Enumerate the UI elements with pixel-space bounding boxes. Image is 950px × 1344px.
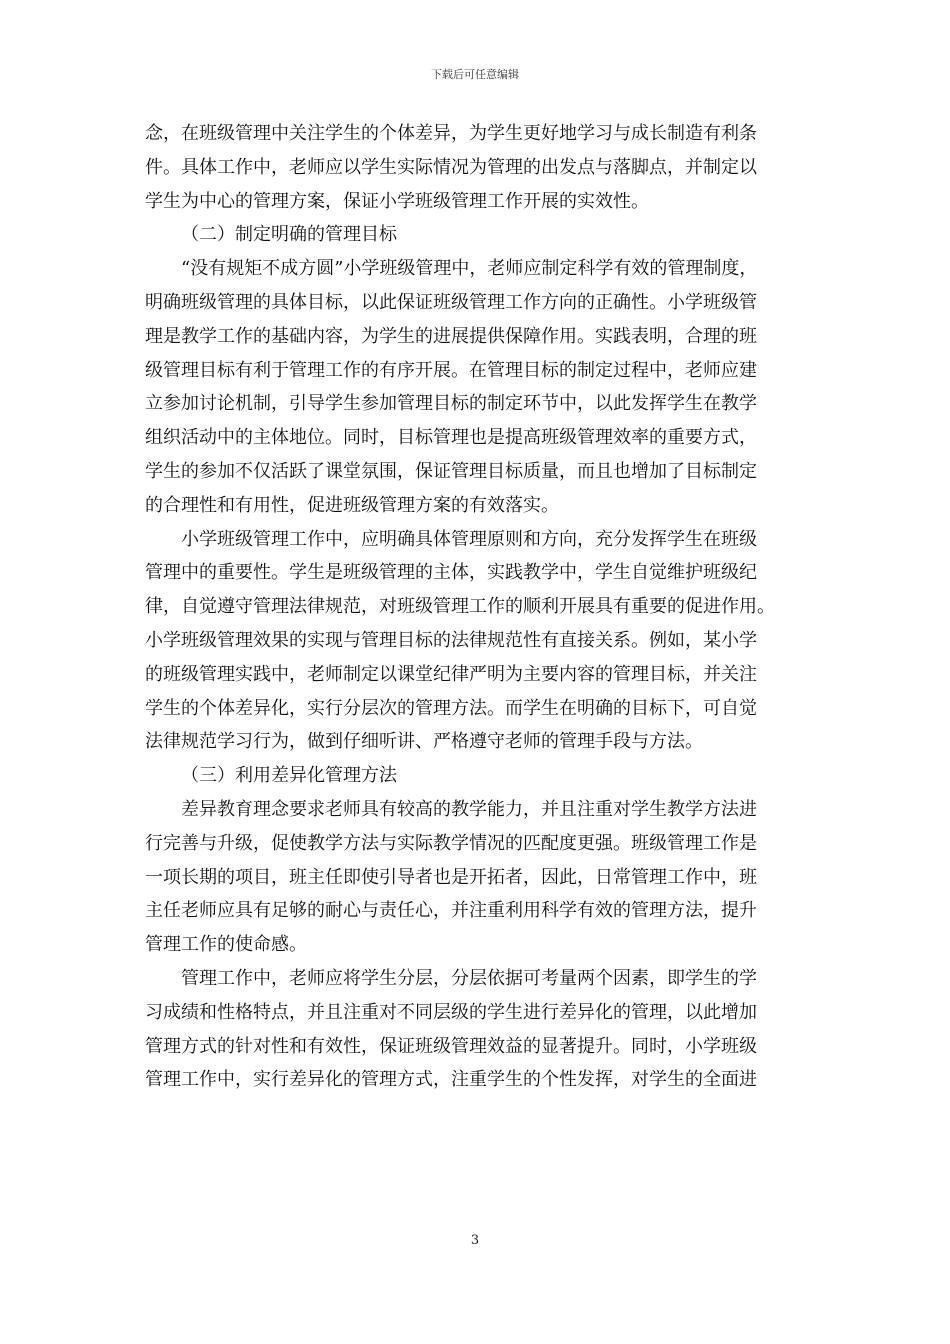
text-line: 念，在班级管理中关注学生的个体差异，为学生更好地学习与成长制造有利条 (145, 123, 757, 144)
text-line: 管理方式的针对性和有效性，保证班级管理效益的显著提升。同时，小学班级 (145, 1035, 757, 1057)
paragraph-layering (145, 962, 809, 1097)
text-line: 管理工作中，老师应将学生分层，分层依据可考量两个因素，即学生的学 (181, 967, 757, 989)
text-line: 小学班级管理效果的实现与管理目标的法律规范性有直接关系。例如，某小学 (145, 629, 757, 651)
page-number: 3 (470, 1233, 480, 1248)
text-line: 行完善与升级，促使教学方法与实际教学情况的匹配度更强。班级管理工作是 (145, 832, 757, 854)
text-line: 组织活动中的主体地位。同时，目标管理也是提高班级管理效率的重要方式， (145, 427, 757, 449)
text-line: 小学班级管理工作中，应明确具体管理原则和方向，充分发挥学生在班级 (181, 528, 757, 550)
text-line: 主任老师应具有足够的耐心与责任心，并注重利用科学有效的管理方法，提升 (145, 900, 757, 922)
text-line: 法律规范学习行为，做到仔细听讲、严格遵守老师的管理手段与方法。 (145, 731, 703, 753)
text-line: 习成绩和性格特点，并且注重对不同层级的学生进行差异化的管理，以此增加 (145, 1001, 757, 1023)
text-line: 管理中的重要性。学生是班级管理的主体，实践教学中，学生自觉维护班级纪 (145, 562, 757, 584)
text-line: 件。具体工作中，老师应以学生实际情况为管理的出发点与落脚点，并制定以 (145, 156, 757, 178)
paragraph-principles (145, 523, 809, 760)
text-line: 管理工作中，实行差异化的管理方式，注重学生的个性发挥，对学生的全面进 (145, 1069, 757, 1091)
text-line: 的合理性和有用性，促进班级管理方案的有效落实。 (145, 494, 559, 516)
text-line: 立参加讨论机制，引导学生参加管理目标的制定环节中，以此发挥学生在教学 (145, 393, 757, 415)
paragraph-differentiation (145, 793, 809, 962)
section-heading-3 (145, 759, 809, 793)
text-line: 学生的个体差异化，实行分层次的管理方法。而学生在明确的目标下，可自觉 (145, 697, 757, 719)
section-heading: （二）制定明确的管理目标 (181, 224, 397, 246)
text-line: 学生为中心的管理方案，保证小学班级管理工作开展的实效性。 (145, 190, 649, 212)
text-line: 学生的参加不仅活跃了课堂氛围，保证管理目标质量，而且也增加了目标制定 (145, 460, 757, 482)
page-header: 下载后可任意编辑 (431, 68, 519, 81)
paragraph-goals (145, 252, 809, 522)
text-line: “没有规矩不成方圆”小学班级管理中，老师应制定科学有效的管理制度， (181, 258, 758, 280)
text-line: 一项长期的项目，班主任即使引导者也是开拓者，因此，日常管理工作中，班 (145, 866, 757, 888)
text-line: 明确班级管理的具体目标，以此保证班级管理工作方向的正确性。小学班级管 (145, 291, 757, 313)
text-line: 的班级管理实践中，老师制定以课堂纪律严明为主要内容的管理目标，并关注 (145, 663, 757, 685)
section-heading: （三）利用差异化管理方法 (181, 765, 397, 787)
text-line: 差异教育理念要求老师具有较高的教学能力，并且注重对学生教学方法进 (181, 798, 757, 820)
text-line: 管理工作的使命感。 (145, 934, 307, 956)
paragraph-continuation (145, 117, 809, 218)
text-line: 级管理目标有利于管理工作的有序开展。在管理目标的制定过程中，老师应建 (145, 359, 757, 381)
section-heading-2 (145, 218, 809, 252)
text-line: 律，自觉遵守管理法律规范，对班级管理工作的顺利开展具有重要的促进作用。 (145, 596, 775, 618)
document-body (145, 117, 809, 1097)
text-line: 理是教学工作的基础内容，为学生的进展提供保障作用。实践表明，合理的班 (145, 325, 757, 347)
